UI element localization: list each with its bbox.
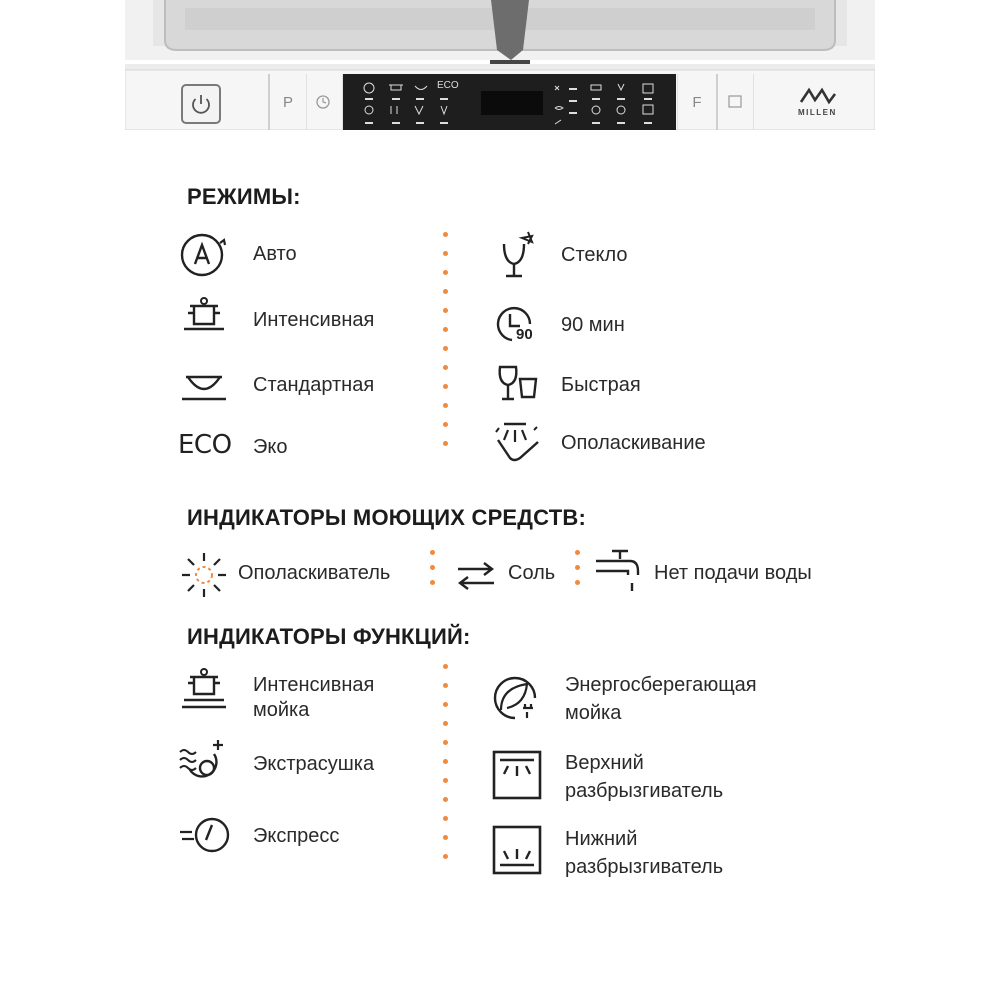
brand-logo	[795, 86, 845, 120]
program-button[interactable]	[268, 74, 307, 130]
mode-quick-label: Быстрая	[561, 374, 641, 396]
bowl-icon	[176, 357, 232, 413]
intensive-wash-label-2: мойка	[253, 699, 310, 721]
sprayer-small-icon	[717, 74, 753, 130]
functions-divider	[443, 664, 449, 873]
energy-saving-icon	[487, 670, 543, 726]
mode-rinse-label: Ополаскивание	[561, 432, 706, 454]
tap-icon	[592, 543, 648, 599]
energy-saving-label-1: Энергосберегающая	[565, 674, 757, 696]
millen-logo-icon	[795, 86, 845, 106]
auto-icon	[176, 226, 232, 282]
detergent-divider-1	[430, 550, 436, 595]
express-icon	[176, 808, 232, 864]
pot-icon	[176, 291, 232, 347]
modes-divider	[443, 232, 449, 460]
mode-standard-label: Стандартная	[253, 374, 375, 396]
energy-saving-label-2: мойка	[565, 702, 622, 724]
extra-dry-icon	[176, 736, 232, 792]
display-eco-label: ECO	[437, 80, 459, 91]
glass-icon	[490, 226, 546, 282]
sprayer-button[interactable]	[717, 74, 754, 130]
lower-sprayer-icon	[490, 823, 546, 879]
salt-label: Соль	[508, 562, 556, 584]
clock-icon	[306, 74, 342, 130]
power-icon	[183, 86, 219, 122]
function-button[interactable]	[677, 74, 718, 130]
quick-glasses-icon	[490, 357, 546, 413]
intensive-wash-label-1: Интенсивная	[253, 674, 375, 696]
mode-intensive-label: Интенсивная	[253, 309, 375, 331]
lower-sprayer-label-2: разбрызгиватель	[565, 856, 724, 878]
lower-sprayer-label-1: Нижний	[565, 828, 638, 850]
program-button-label: P	[282, 94, 293, 111]
extra-dry-label: Экстрасушка	[253, 753, 375, 775]
intensive-wash-icon	[176, 664, 232, 720]
upper-sprayer-label-1: Верхний	[565, 752, 644, 774]
upper-sprayer-label-2: разбрызгиватель	[565, 780, 724, 802]
rinse-aid-label: Ополаскиватель	[238, 562, 391, 584]
rinse-aid-icon	[176, 547, 232, 603]
detergent-divider-2	[575, 550, 581, 595]
modes-title: РЕЖИМЫ:	[187, 184, 301, 209]
display-panel	[343, 74, 676, 130]
detergents-title: ИНДИКАТОРЫ МОЮЩИХ СРЕДСТВ:	[187, 505, 586, 530]
functions-title: ИНДИКАТОРЫ ФУНКЦИЙ:	[187, 624, 471, 649]
mode-glass-label: Стекло	[561, 244, 628, 266]
function-button-label: F	[692, 94, 702, 111]
mode-90min-label: 90 мин	[561, 314, 625, 336]
power-button[interactable]	[181, 84, 221, 124]
eco-icon	[178, 430, 232, 460]
no-water-label: Нет подачи воды	[654, 562, 812, 584]
clock-90-icon	[490, 296, 546, 352]
brand-name: MILLEN	[798, 108, 837, 117]
express-label: Экспресс	[253, 825, 340, 847]
mode-eco-label: Эко	[253, 436, 288, 458]
clock-90-text: 90	[516, 326, 533, 343]
eco-icon-text: ECO	[178, 430, 232, 460]
upper-sprayer-icon	[490, 748, 546, 804]
salt-icon	[448, 547, 504, 603]
mode-auto-label: Авто	[253, 243, 297, 265]
rinse-icon	[490, 414, 546, 470]
delay-button[interactable]	[306, 74, 343, 130]
